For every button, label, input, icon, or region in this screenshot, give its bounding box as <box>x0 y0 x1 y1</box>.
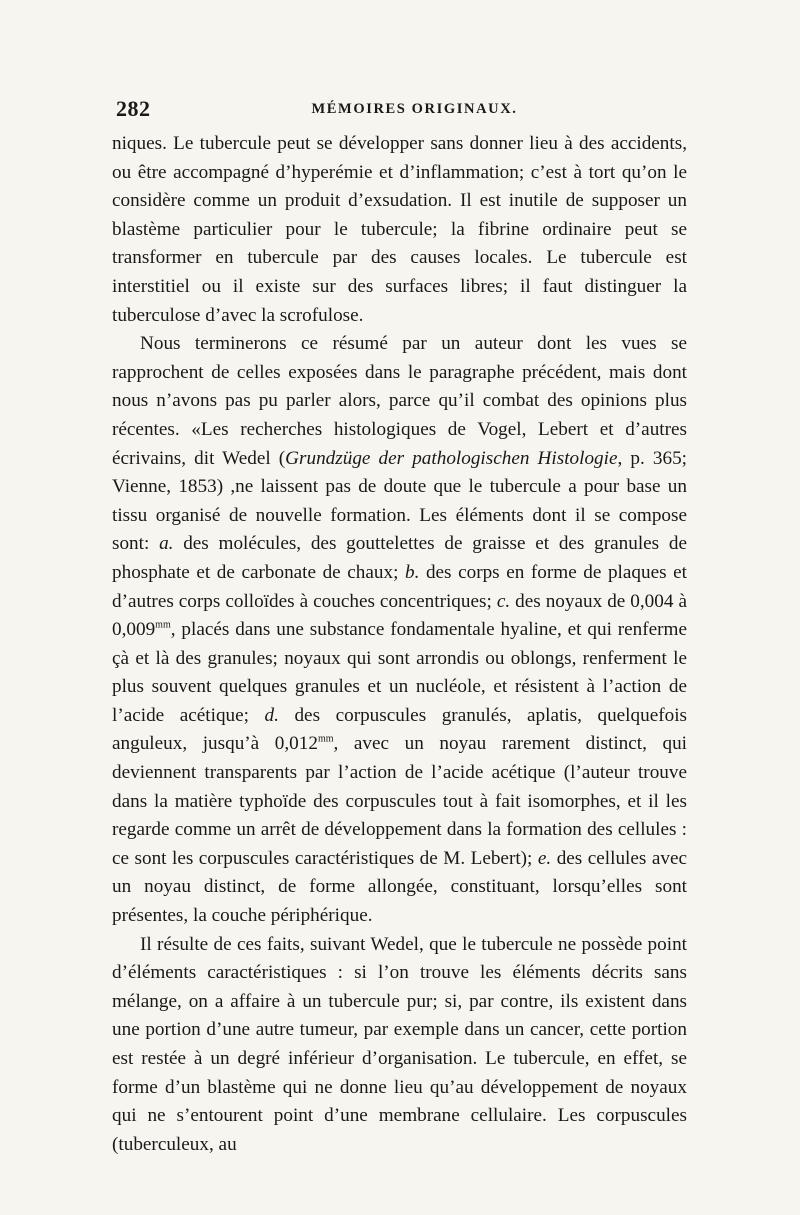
paragraph-2 <box>112 330 687 930</box>
text-run: niques. Le tubercule peut se développer sans donner lieu à des accidents, ou être accompagné d’hyperémie et d’inflammation; c’est à tort qu’on le considère comme un produit d’exsudation. Il est inutile de supposer un blastème particulier pour le tubercule; la fibrine ordinaire peut se transformer en tubercule par des causes locales. Le tubercule est interstitiel ou il existe sur des surfaces libres; il faut distinguer la tuberculose d’avec la scrofulose. <box>112 133 687 326</box>
running-head <box>112 96 687 130</box>
italic-text: d. <box>264 704 279 726</box>
italic-text: b. <box>404 561 420 583</box>
body-text <box>112 130 687 1159</box>
text-run: Nous terminerons ce résumé par un auteur dont les vues se rapprochent de celles exposées dans le paragraphe précédent, mais dont nous n’avons pas pu parler alors, parce qu’il combat des opinions plus récentes. «Les recherches histologiques de Vogel, Lebert et d’autres écrivains, dit Wedel ( <box>112 333 687 469</box>
text-run: Il résulte de ces faits, suivant Wedel, que le tubercule ne possède point d’éléments caractéristiques : si l’on trouve les éléments décrits sans mélange, on a affaire à un tubercule pur; si, par contre, ils existent dans une portion d’une autre tumeur, par exemple dans un cancer, cette portion est restée à un degré inférieur d’organisation. Le tubercule, en effet, se forme d’un blastème qui ne donne lieu qu’au développement de noyaux qui ne s’entourent point d’une membrane cellulaire. Les corpuscules (tuberculeux, au <box>112 933 687 1155</box>
text-run: des noyaux de 0,004 à 0,009 <box>112 590 687 641</box>
italic-text: a. <box>159 533 174 555</box>
italic-text: e. <box>537 847 552 869</box>
text-run: , p. 365; Vienne, 1853) ,ne laissent pas de doute que le tubercule a pour base un tissu organisé de nouvelle formation. Les éléments dont il se compose sont: <box>112 447 687 555</box>
page-number: 282 <box>116 96 151 121</box>
text-run: des cellules avec un noyau distinct, de forme allongée, constituant, lorsqu’elles sont présentes, la couche périphérique. <box>112 847 687 927</box>
unit-superscript: mm <box>317 734 334 746</box>
book-page <box>112 96 687 1159</box>
text-run: des molécules, des gouttelettes de graisse et des granules de phosphate et de carbonate de chaux; <box>112 533 687 583</box>
paragraph-3 <box>112 931 687 1160</box>
unit-superscript: mm <box>155 619 171 631</box>
paragraph-1 <box>112 130 687 330</box>
text-run: des corpuscules granulés, aplatis, quelquefois anguleux, jusqu’à 0,012 <box>112 704 687 755</box>
text-run: , placés dans une substance fondamentale hyaline, et qui renferme çà et là des granules; noyaux qui sont arrondis ou oblongs, renferment le plus souvent quelques granules et un nucléole, et résistent à l’action de l’acide acétique; <box>112 619 687 726</box>
italic-text: Grundzüge der pathologischen Histologie <box>285 447 618 469</box>
italic-text: c. <box>496 590 511 612</box>
text-run: , avec un noyau rarement distinct, qui deviennent transparents par l’action de l’acide acétique (l’auteur trouve dans la matière typhoïde des corpuscules tout à fait isomorphes, et il les regarde comme un arrêt de développement dans la formation des cellules : ce sont les corpuscules caractéristiques de M. Lebert); <box>112 733 687 869</box>
running-title: MÉMOIRES ORIGINAUX. <box>311 101 518 117</box>
text-run: des corps en forme de plaques et d’autres corps colloïdes à couches concentriques; <box>112 561 687 612</box>
